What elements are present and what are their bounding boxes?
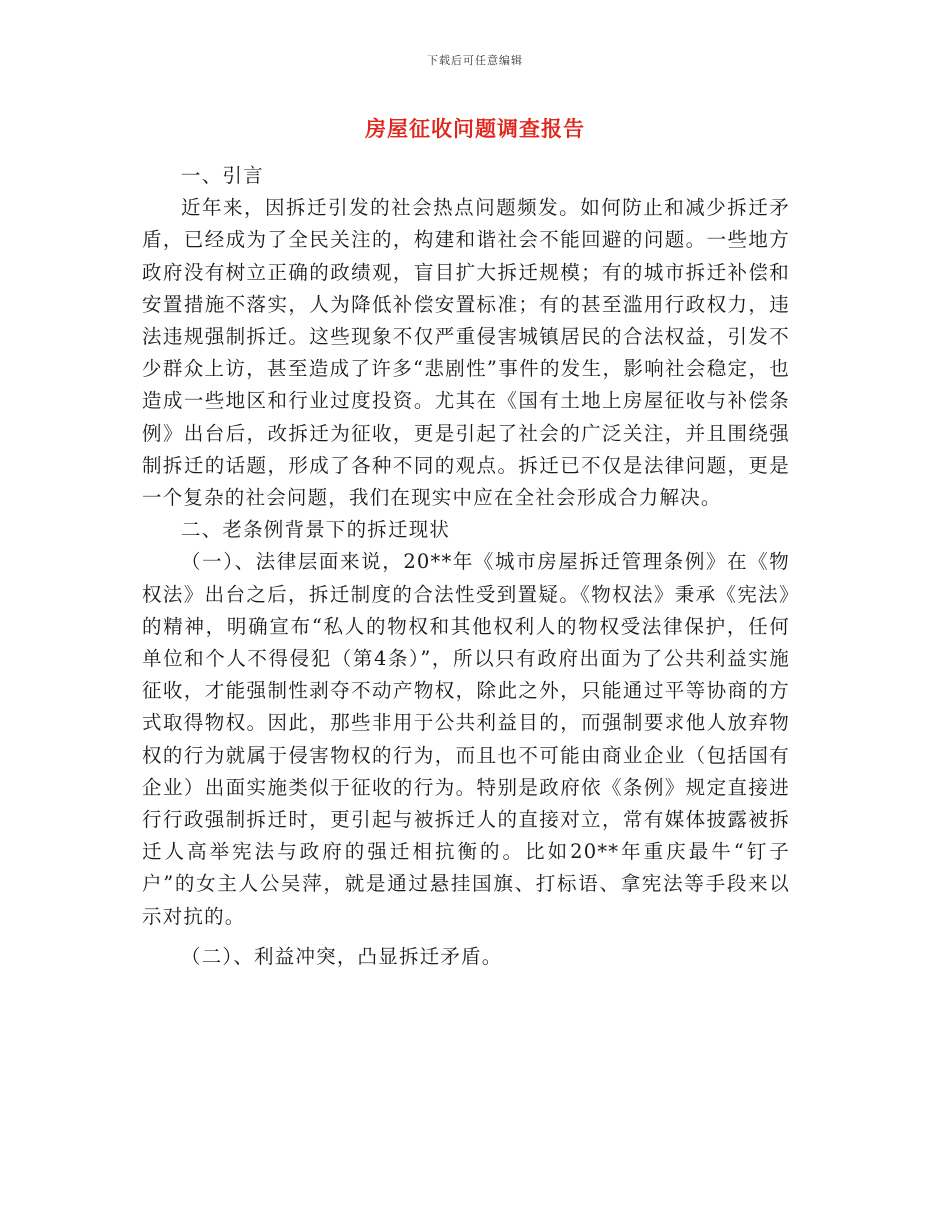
subsection-heading-conflict: （二）、利益冲突，凸显拆迁矛盾。 <box>181 944 503 968</box>
section-heading-introduction: 一、引言 <box>181 164 264 187</box>
document-title: 房屋征收问题调查报告 <box>365 116 585 141</box>
paragraph-introduction: 近年来，因拆迁引发的社会热点问题频发。如何防止和减少拆迁矛盾，已经成为了全民关注的，构建和谐社会不能回避的问题。一些地方政府没有树立正确的政绩观，盲目扩大拆迁规模；有的城市拆迁补偿和安置措施不落实，人为降低补偿安置标准；有的甚至滥用行政权力，违法违规强制拆迁。这些现象不仅严重侵害城镇居民的合法权益，引发不少群众上访，甚至造成了许多“悲剧性”事件的发生，影响社会稳定，也造成一些地区和行业过度投资。尤其在《国有土地上房屋征收与补偿条例》出台后，改拆迁为征收，更是引起了社会的广泛关注，并且围绕强制拆迁的话题，形成了各种不同的观点。拆迁已不仅是法律问题，更是一个复杂的社会问题，我们在现实中应在全社会形成合力解决。 <box>142 196 790 510</box>
document-body <box>142 160 790 973</box>
paragraph-legal-aspect: （一）、法律层面来说，20**年《城市房屋拆迁管理条例》在《物权法》出台之后，拆迁制度的合法性受到置疑。《物权法》秉承《宪法》的精神，明确宣布“私人的物权和其他权利人的物权受法律保护，任何单位和个人不得侵犯（第4条）”，所以只有政府出面为了公共利益实施征收，才能强制性剥夺不动产物权，除此之外，只能通过平等协商的方式取得物权。因此，那些非用于公共利益目的，而强制要求他人放弃物权的行为就属于侵害物权的行为，而且也不可能由商业企业（包括国有企业）出面实施类似于征收的行为。特别是政府依《条例》规定直接进行行政强制拆迁时，更引起与被拆迁人的直接对立，常有媒体披露被拆迁人高举宪法与政府的强迁相抗衡的。比如20**年重庆最牛“钉子户”的女主人公吴萍，就是通过悬挂国旗、打标语、拿宪法等手段来以示对抗的。 <box>142 550 790 928</box>
header-note: 下载后可任意编辑 <box>427 54 523 67</box>
section-heading-status: 二、老条例背景下的拆迁现状 <box>181 518 451 542</box>
